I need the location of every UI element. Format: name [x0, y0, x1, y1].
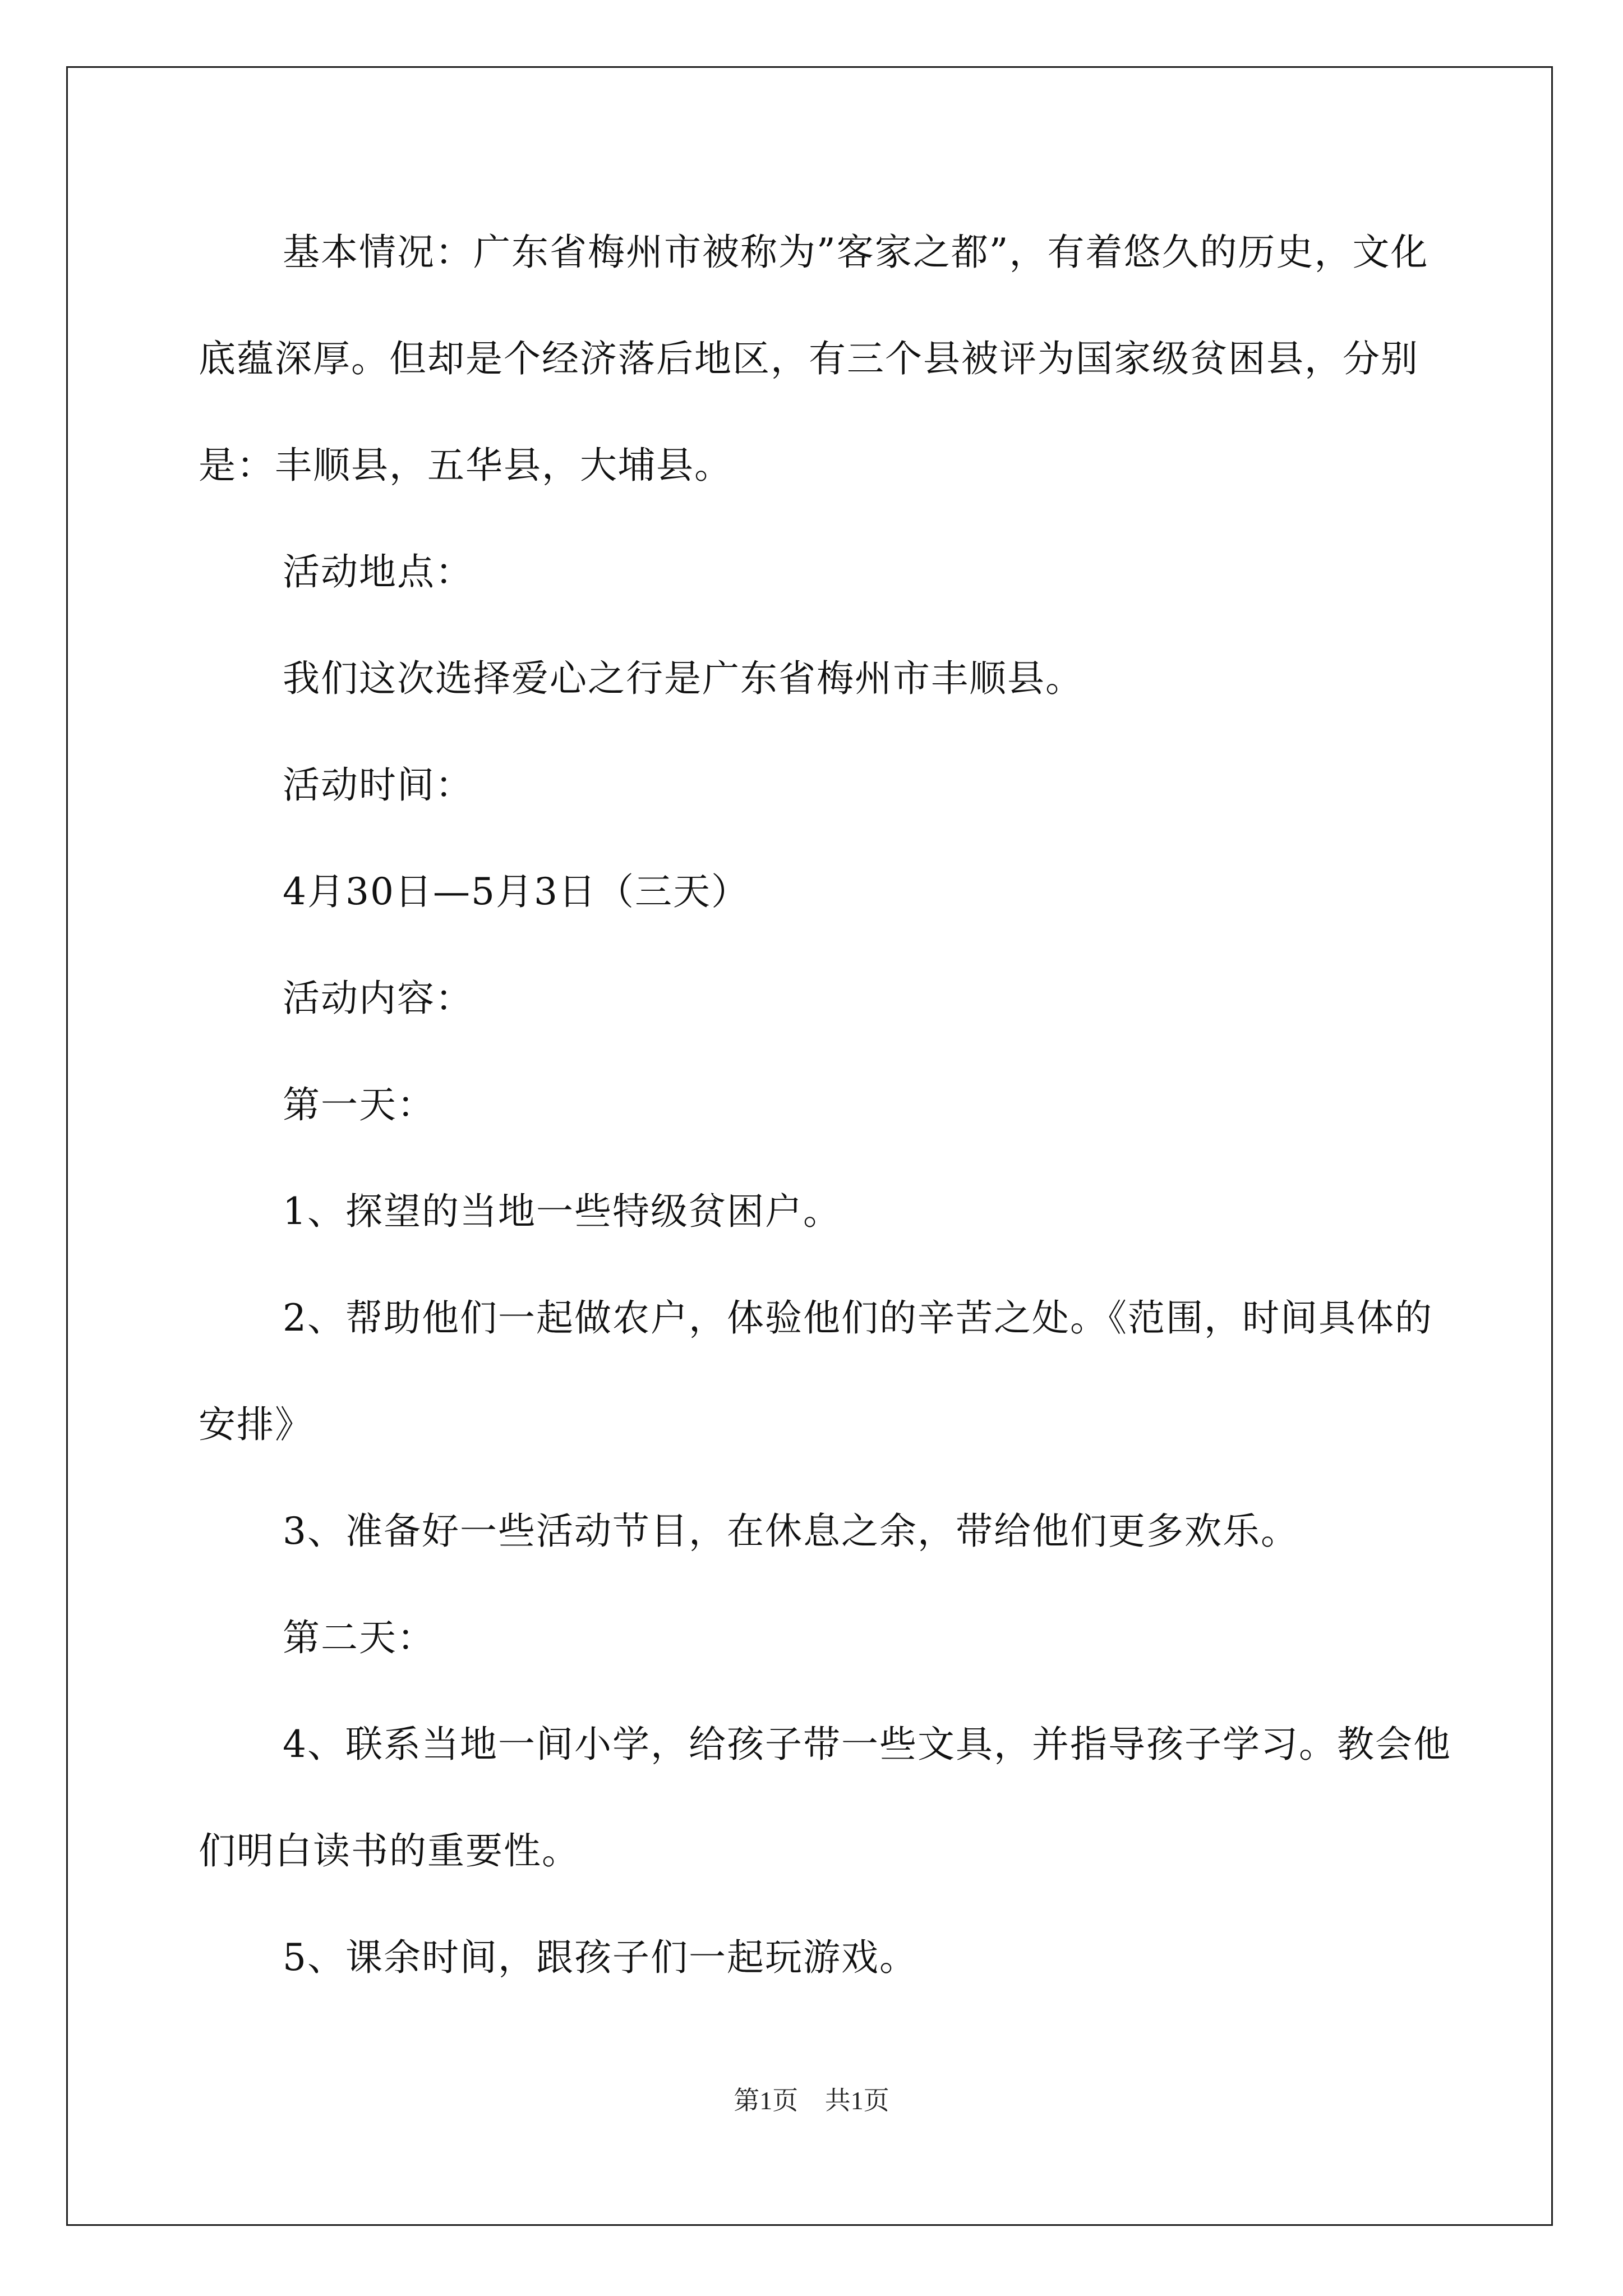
paragraph-location: 我们这次选择爱心之行是广东省梅州市丰顺县。: [283, 657, 1083, 700]
paragraph-time-heading: 活动时间：: [283, 763, 473, 807]
paragraph-location-heading: 活动地点：: [283, 550, 473, 593]
page-total: 共1页: [824, 2086, 889, 2115]
page-number: 第1页: [734, 2086, 799, 2115]
paragraph-time: 4月30日—5月3日（三天）: [283, 870, 749, 913]
document-body: [199, 199, 1466, 2011]
paragraph-basic-info: 基本情况：广东省梅州市被称为”客家之都”，有着悠久的历史，文化底蕴深厚。但却是个经济落后地区，有三个县被评为国家级贫困县，分别是：丰顺县，五华县，大埔县。: [199, 231, 1429, 487]
paragraph-content-heading: 活动内容：: [283, 977, 473, 1020]
paragraph-item-4: 4、联系当地一间小学，给孩子带一些文具，并指导孩子学习。教会他们明白读书的重要性。: [199, 1723, 1451, 1872]
paragraph-day-two: 第二天：: [283, 1616, 435, 1659]
paragraph-item-1: 1、探望的当地一些特级贫困户。: [283, 1190, 841, 1233]
paragraph-item-5: 5、课余时间，跟孩子们一起玩游戏。: [283, 1936, 917, 1979]
paragraph-day-one: 第一天：: [283, 1083, 435, 1126]
page-footer: [0, 2084, 1623, 2118]
paragraph-item-2: 2、帮助他们一起做农户，体验他们的辛苦之处。《范围，时间具体的安排》: [199, 1296, 1433, 1446]
paragraph-item-3: 3、准备好一些活动节目，在休息之余，带给他们更多欢乐。: [283, 1510, 1299, 1553]
